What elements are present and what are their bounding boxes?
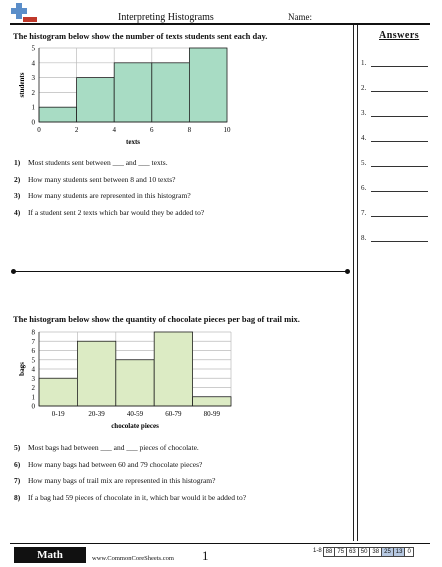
histogram-bar — [114, 63, 152, 122]
divider-dot-right — [345, 269, 350, 274]
question-number: 7) — [14, 476, 21, 485]
x-tick-label: 8 — [187, 126, 192, 134]
question-item — [14, 476, 215, 485]
histogram-bar — [152, 63, 190, 122]
y-tick-label: 2 — [31, 88, 35, 97]
answer-blank[interactable] — [371, 241, 428, 242]
answer-blank[interactable] — [371, 66, 428, 67]
y-axis-label: students — [18, 72, 26, 98]
answer-number: 3. — [361, 109, 367, 117]
section2-title: The histogram below show the quantity of chocolate pieces per bag of trail mix. — [13, 314, 300, 324]
x-axis-label: chocolate pieces — [111, 422, 159, 430]
answer-number: 6. — [361, 184, 367, 192]
question-text: If a student sent 2 texts which bar would they be added to? — [28, 207, 205, 217]
y-tick-label: 0 — [31, 118, 35, 127]
histogram-bar — [39, 378, 77, 406]
y-tick-label: 3 — [31, 74, 35, 83]
x-tick-label: 4 — [112, 126, 116, 134]
y-tick-label: 1 — [31, 393, 35, 402]
section-divider — [14, 271, 348, 272]
answer-number: 7. — [361, 209, 367, 217]
answer-blank[interactable] — [371, 116, 428, 117]
question-number: 3) — [14, 191, 21, 200]
answer-number: 4. — [361, 134, 367, 142]
score-cell: 88 — [323, 547, 336, 557]
answer-blank[interactable] — [371, 141, 428, 142]
histogram-bar — [154, 332, 192, 406]
histogram-bar — [193, 397, 231, 406]
question-item — [14, 191, 191, 200]
question-number: 6) — [14, 459, 21, 469]
y-tick-label: 6 — [31, 347, 35, 355]
question-item — [14, 443, 199, 452]
answer-column-divider-inner — [357, 25, 358, 541]
answer-number: 2. — [361, 84, 367, 92]
x-tick-label: 20-39 — [88, 410, 105, 418]
y-tick-label: 1 — [31, 103, 35, 112]
question-text: If a bag had 59 pieces of chocolate in it, which bar would it be added to? — [28, 492, 247, 502]
footer-rule — [10, 543, 430, 544]
x-axis-label: texts — [126, 138, 140, 146]
y-tick-label: 4 — [31, 365, 35, 374]
score-cell: 75 — [334, 547, 347, 557]
question-text: How many bags of trail mix are represented in this histogram? — [28, 476, 216, 485]
question-item — [14, 493, 246, 502]
question-number: 8) — [14, 492, 21, 502]
y-tick-label: 8 — [31, 328, 35, 337]
section1-title: The histogram below show the number of texts students sent each day. — [13, 31, 268, 41]
header-rule — [10, 23, 430, 25]
question-item — [14, 158, 168, 167]
score-table — [312, 547, 414, 557]
answer-number: 5. — [361, 159, 367, 167]
histogram-bar — [39, 107, 77, 122]
question-number: 5) — [14, 443, 21, 452]
answers-title: Answers — [379, 30, 420, 41]
subject-badge: Math — [14, 547, 86, 563]
histogram-bar — [77, 341, 115, 406]
question-text: How many bags had between 60 and 79 chocolate pieces? — [28, 459, 203, 469]
y-tick-label: 0 — [31, 402, 35, 411]
histogram-bar — [189, 48, 227, 122]
y-tick-label: 3 — [31, 374, 35, 383]
question-text: Most bags had between ___ and ___ pieces of chocolate. — [28, 443, 199, 452]
worksheet-title: Interpreting Histograms — [118, 12, 214, 23]
answer-row — [361, 59, 431, 69]
question-number: 2) — [14, 174, 21, 184]
score-cell: 50 — [358, 547, 371, 557]
answer-number: 8. — [361, 234, 367, 242]
score-range-label: 1-8 — [313, 548, 322, 554]
answer-row — [361, 84, 431, 94]
answer-blank[interactable] — [371, 166, 428, 167]
answer-column-divider — [353, 25, 354, 541]
x-tick-label: 80-99 — [203, 410, 220, 418]
x-tick-label: 10 — [223, 126, 231, 134]
answer-blank[interactable] — [371, 191, 428, 192]
x-tick-label: 6 — [150, 126, 154, 134]
answer-number: 1. — [361, 59, 367, 67]
answer-row — [361, 209, 431, 219]
answer-blank[interactable] — [371, 216, 428, 217]
question-item — [14, 208, 204, 217]
question-number: 4) — [14, 207, 21, 217]
answer-row — [361, 134, 431, 144]
answer-blank[interactable] — [371, 91, 428, 92]
question-item — [14, 175, 175, 184]
x-tick-label: 0 — [37, 126, 41, 134]
answer-row — [361, 109, 431, 119]
page-number: 1 — [202, 548, 209, 563]
answer-row — [361, 184, 431, 194]
score-cell: 13 — [393, 547, 406, 557]
y-tick-label: 5 — [31, 356, 35, 365]
answer-row — [361, 159, 431, 169]
name-label: Name: — [288, 12, 312, 22]
question-text: Most students sent between ___ and ___ texts. — [28, 158, 168, 167]
y-tick-label: 4 — [31, 59, 35, 68]
score-cell: 25 — [381, 547, 394, 557]
histogram-bar — [77, 78, 115, 122]
site-logo-icon — [8, 3, 38, 25]
x-tick-label: 40-59 — [126, 410, 144, 418]
question-item — [14, 460, 202, 469]
score-cell: 63 — [346, 547, 359, 557]
question-text: How many students are represented in this histogram? — [28, 191, 191, 200]
y-tick-label: 2 — [31, 384, 35, 392]
question-number: 1) — [14, 158, 21, 167]
y-axis-label: bags — [18, 362, 26, 376]
histogram-bar — [116, 360, 154, 406]
y-tick-label: 5 — [31, 44, 35, 53]
y-tick-label: 7 — [31, 337, 35, 346]
footer-url: www.CommonCoreSheets.com — [92, 555, 174, 562]
x-tick-label: 2 — [74, 126, 79, 134]
answer-row — [361, 234, 431, 244]
score-cell: 38 — [369, 547, 382, 557]
x-tick-label: 60-79 — [165, 410, 182, 418]
x-tick-label: 0-19 — [51, 410, 65, 418]
question-text: How many students sent between 8 and 10 texts? — [28, 174, 176, 184]
score-cell: 0 — [404, 547, 413, 557]
